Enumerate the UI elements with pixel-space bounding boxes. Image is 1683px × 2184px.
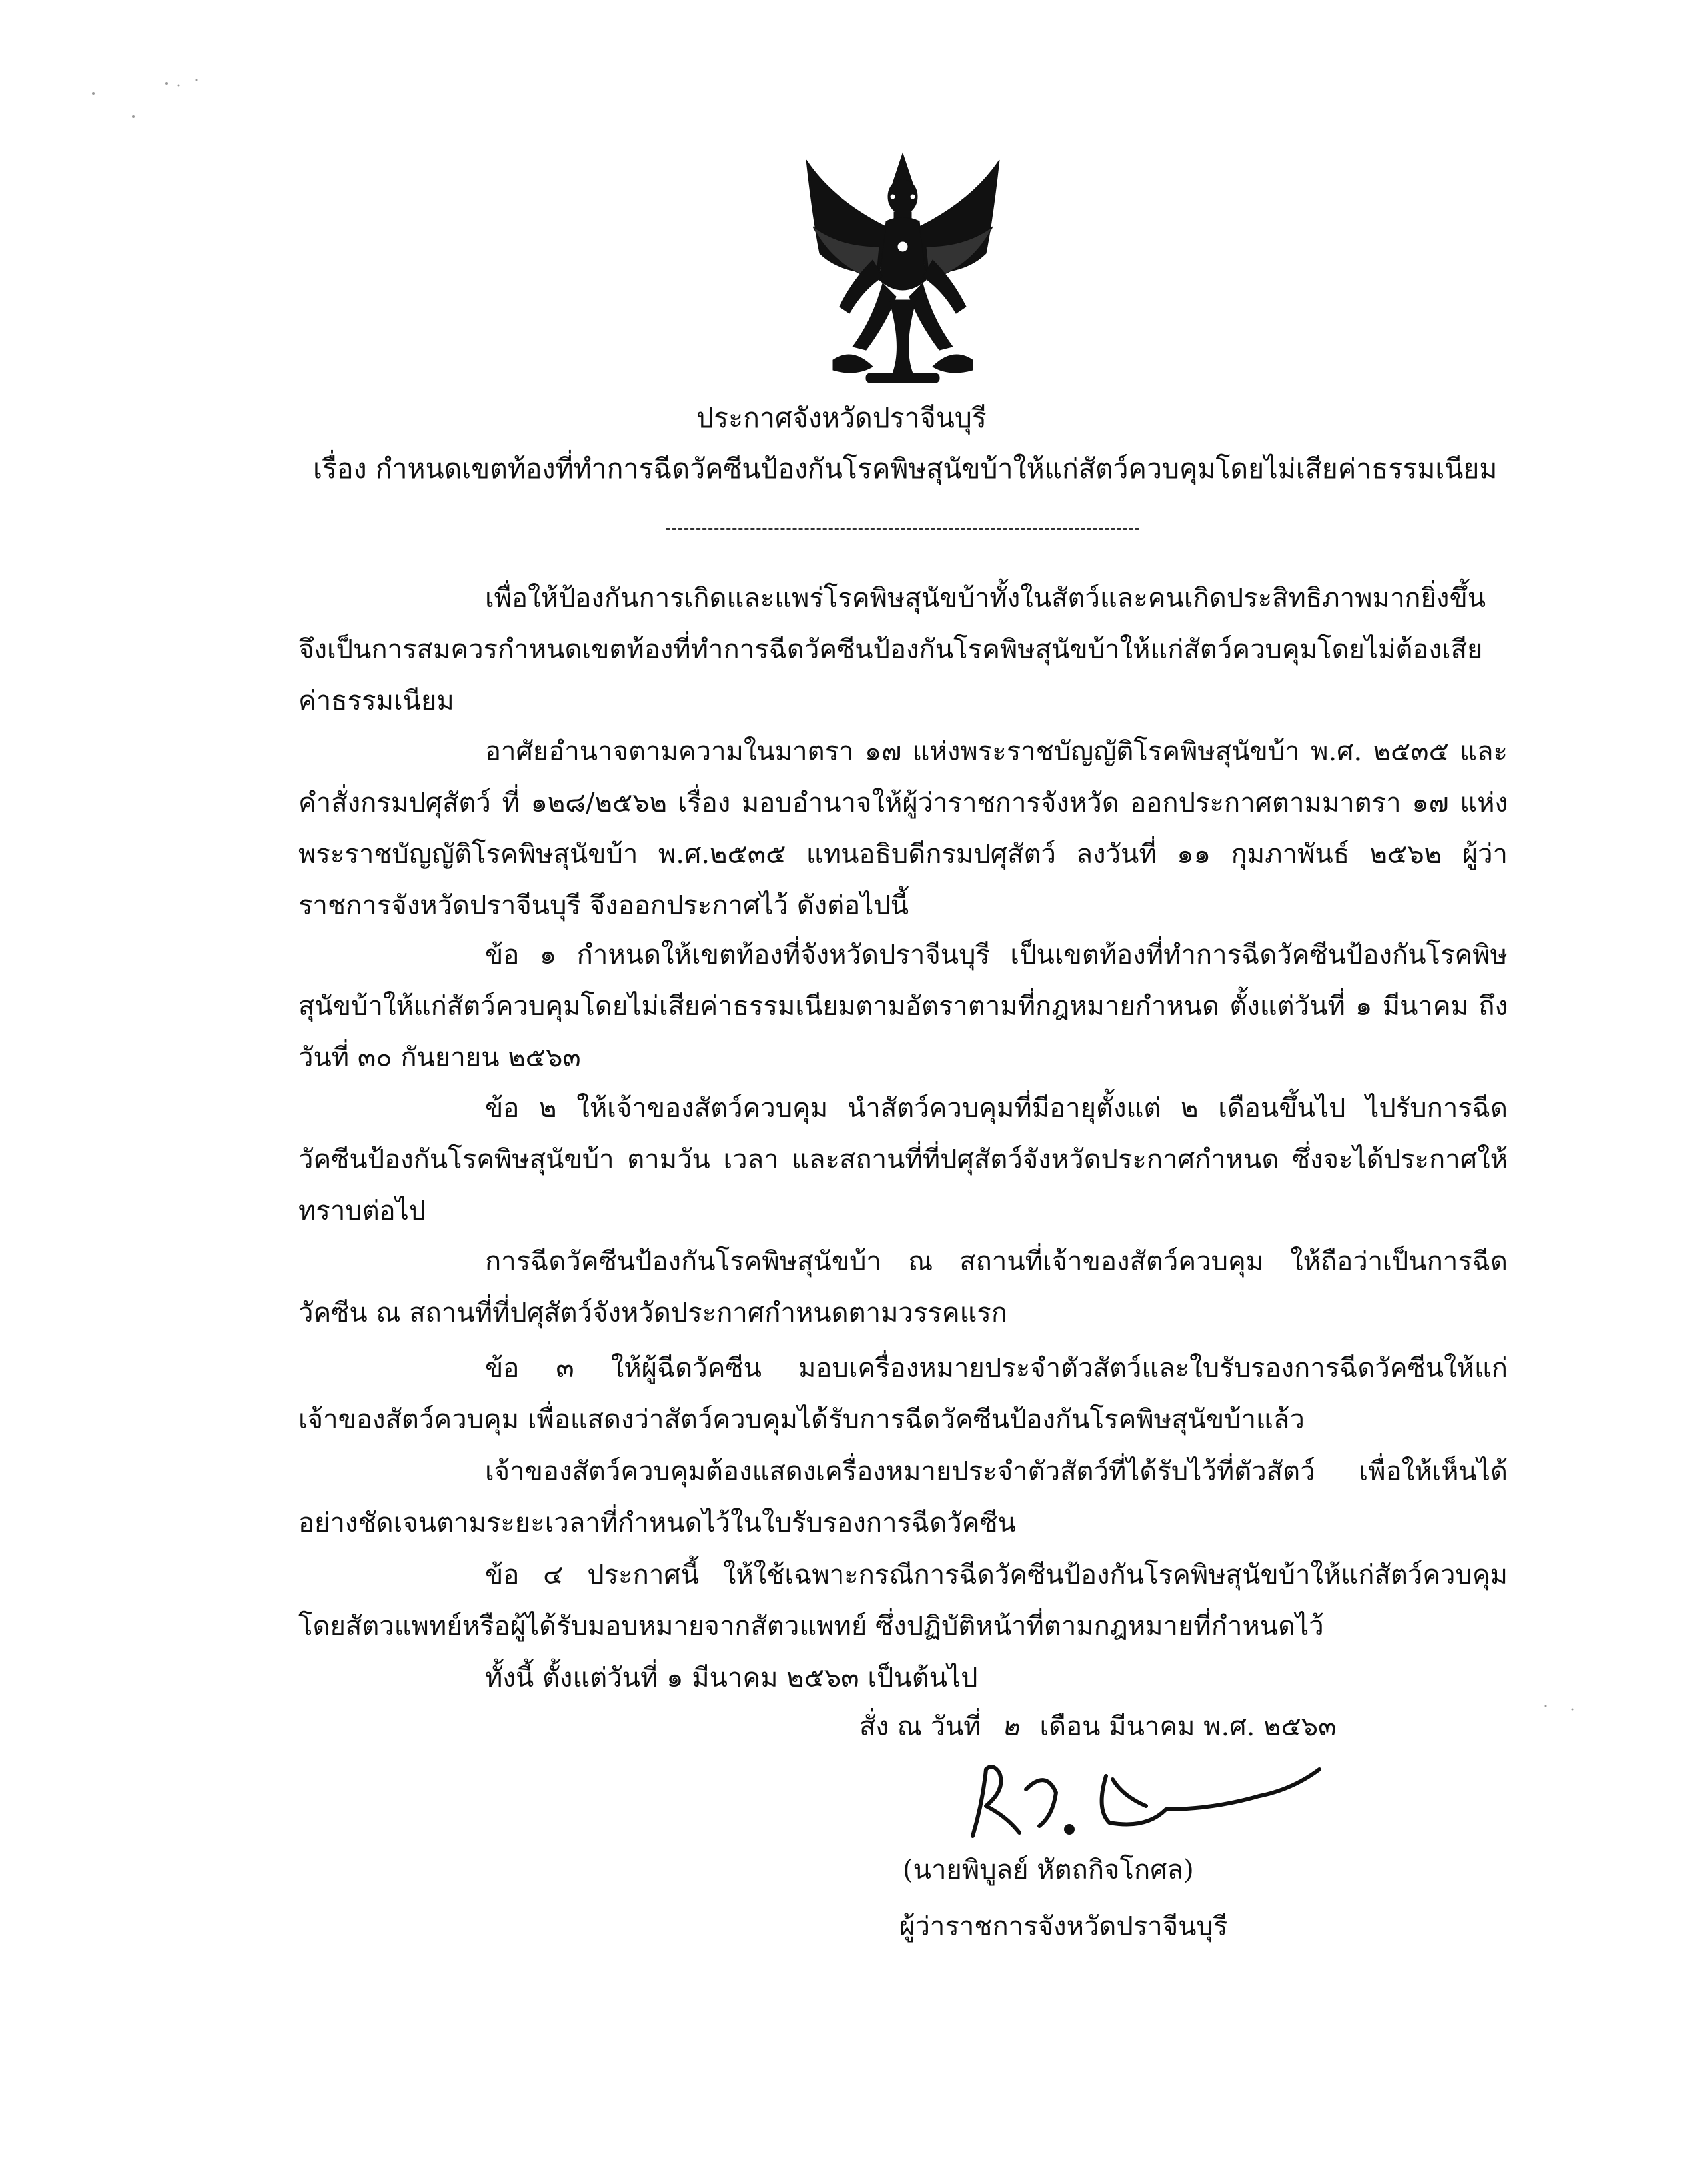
announcement-title: ประกาศจังหวัดปราจีนบุรี (696, 402, 987, 434)
paragraph-text: ข้อ ๒ ให้เจ้าของสัตว์ควบคุม นำสัตว์ควบคุมที่มีอายุตั้งแต่ ๒ เดือนขึ้นไป ไปรับการฉีดวัคซีนป้องกันโรคพิษสุนัขบ้า ตามวัน เวลา และสถานที่ที่ปศุสัตว์จังหวัดประกาศกำหนด ซึ่งจะได้ประกาศให้ทราบต่อไป (298, 1093, 1508, 1226)
paragraph-text: เจ้าของสัตว์ควบคุมต้องแสดงเครื่องหมายประจำตัวสัตว์ที่ได้รับไว้ที่ตัวสัตว์ เพื่อให้เห็นได้อย่างชัดเจนตามระยะเวลาที่กำหนดไว้ในใบรับรองการฉีดวัคซีน (298, 1456, 1508, 1538)
paragraph-text: ข้อ ๔ ประกาศนี้ ให้ใช้เฉพาะกรณีการฉีดวัคซีนป้องกันโรคพิษสุนัขบ้าให้แก่สัตว์ควบคุมโดยสัตวแพทย์หรือผู้ได้รับมอบหมายจากสัตวแพทย์ ซึ่งปฏิบัติหน้าที่ตามกฎหมายที่กำหนดไว้ (298, 1560, 1508, 1641)
paragraph-text: เพื่อให้ป้องกันการเกิดและแพร่โรคพิษสุนัขบ้าทั้งในสัตว์และคนเกิดประสิทธิภาพมากยิ่งขึ้น จึงเป็นการสมควรกำหนดเขตท้องที่ทำการฉีดวัคซีนป้องกันโรคพิษสุนัขบ้าให้แก่สัตว์ควบคุมโดยไม่ต้องเสียค่าธรรมเนียม (298, 583, 1486, 716)
order-date-day: ๒ (1001, 1711, 1019, 1742)
paragraph-text: ข้อ ๑ กำหนดให้เขตท้องที่จังหวัดปราจีนบุรี เป็นเขตท้องที่ทำการฉีดวัคซีนป้องกันโรคพิษสุนัขบ้าให้แก่สัตว์ควบคุมโดยไม่เสียค่าธรรมเนียมตามอัตราตามที่กฎหมายกำหนด ตั้งแต่วันที่ ๑ มีนาคม ถึงวันที่ ๓๐ กันยายน ๒๕๖๓ (298, 940, 1508, 1073)
order-date-prefix: สั่ง ณ วันที่ (859, 1711, 981, 1742)
paragraph-text: การฉีดวัคซีนป้องกันโรคพิษสุนัขบ้า ณ สถานที่เจ้าของสัตว์ควบคุม ให้ถือว่าเป็นการฉีดวัคซีน ณ สถานที่ที่ปศุสัตว์จังหวัดประกาศกำหนดตามวรรคแรก (298, 1246, 1508, 1328)
order-date-rest: เดือน มีนาคม พ.ศ. ๒๕๖๓ (1039, 1711, 1337, 1742)
signer-position: ผู้ว่าราชการจังหวัดปราจีนบุรี (899, 1911, 1228, 1942)
signer-name: (นายพิบูลย์ หัตถกิจโกศล) (903, 1855, 1194, 1885)
paragraph-text: อาศัยอำนาจตามความในมาตรา ๑๗ แห่งพระราชบัญญัติโรคพิษสุนัขบ้า พ.ศ. ๒๕๓๕ และคำสั่งกรมปศุสัตว์ ที่ ๑๒๘/๒๕๖๒ เรื่อง มอบอำนาจให้ผู้ว่าราชการจังหวัด ออกประกาศตามมาตรา ๑๗ แห่งพระราชบัญญัติโรคพิษสุนัขบ้า พ.ศ.๒๕๓๕ แทนอธิบดีกรมปศุสัตว์ ลงวันที่ ๑๑ กุมภาพันธ์ ๒๕๖๒ ผู้ว่าราชการจังหวัดปราจีนบุรี จึงออกประกาศไว้ ดังต่อไปนี้ (298, 736, 1508, 921)
paragraph-text: ข้อ ๓ ให้ผู้ฉีดวัคซีน มอบเครื่องหมายประจำตัวสัตว์และใบรับรองการฉีดวัคซีนให้แก่เจ้าของสัตว์ควบคุม เพื่อแสดงว่าสัตว์ควบคุมได้รับการฉีดวัคซีนป้องกันโรคพิษสุนัขบ้าแล้ว (298, 1353, 1508, 1435)
announcement-subject: เรื่อง กำหนดเขตท้องที่ทำการฉีดวัคซีนป้องกันโรคพิษสุนัขบ้าให้แก่สัตว์ควบคุมโดยไม่เสียค่าธรรมเนียม (313, 453, 1498, 485)
paragraph-text: ทั้งนี้ ตั้งแต่วันที่ ๑ มีนาคม ๒๕๖๓ เป็นต้นไป (485, 1663, 978, 1693)
